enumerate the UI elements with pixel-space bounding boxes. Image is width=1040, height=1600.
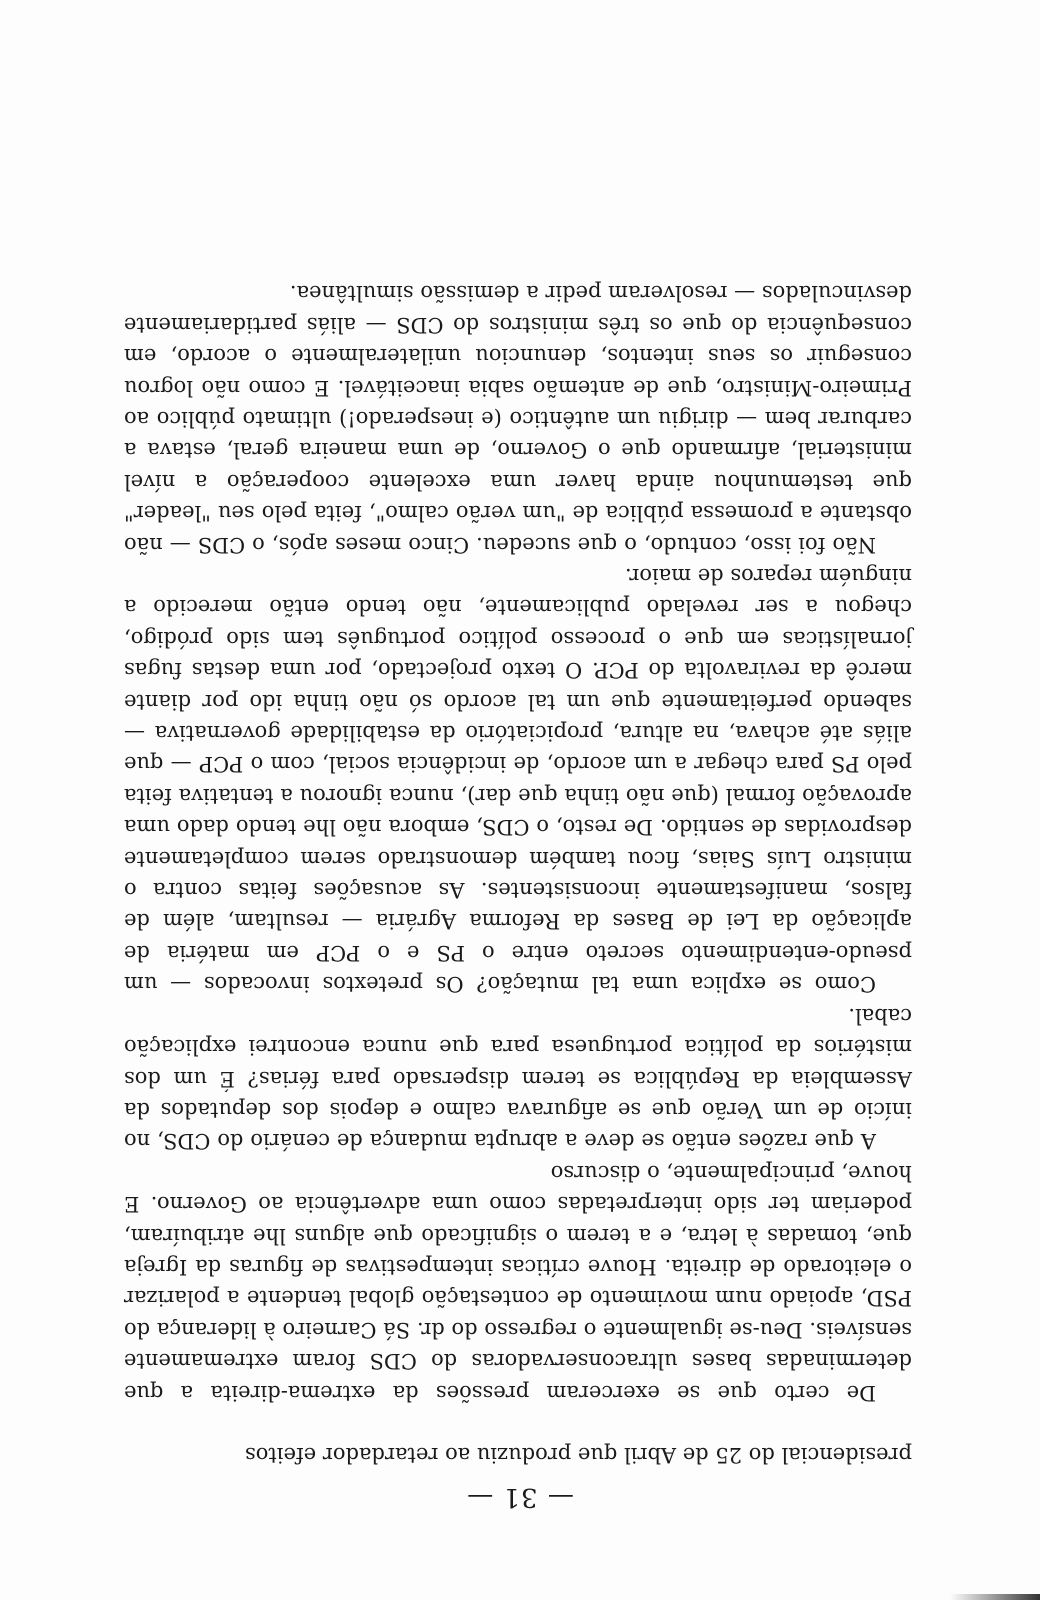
paragraph: A que razões então se deve a abrupta mudança de cenário do CDS, no início de um Verão que se afigurava calmo e depois dos deputados da Assembleia da República se terem dispersado para férias? É um dos mistérios da política portuguesa para que nunca encontrei explicação cabal.: [124, 1003, 912, 1154]
paragraph: Não foi isso, contudo, o que sucedeu. Cinco meses após, o CDS — não obstante a promessa pública de "um verão calmo", feita pelo seu "leader" que testemunhou ainda haver uma excelente cooperação a nível ministerial, afirmando que o Governo, de uma maneira geral, estava a carburar bem — dirigiu um autêntico (e inesperado!) ultimato público ao Primeiro-Ministro, que de antemão sabia inaceitável. E como não logrou conseguir os seus intentos, denunciou unilateralmente o acordo, em consequência do que os três ministros do CDS — aliás partidariamente desvinculados — resolveram pedir a demissão simultânea.: [124, 281, 912, 557]
body-text: [124, 277, 912, 1470]
page-number: — 31 —: [466, 1482, 574, 1512]
scan-artifact: [950, 1594, 1040, 1600]
paragraph: Como se explica uma tal mutação? Os pretextos invocados — um pseudo-entendimento secreto entre o PS e o PCP em matéria de aplicação da Lei de Bases da Reforma Agrária — resultam, além de falsos, manifestamente inconsistentes. As acusações feitas contra o ministro Luís Saias, ficou também demonstrado serem completamente desprovidas de sentido. De resto, o CDS, embora não lhe tendo dado uma aprovação formal (que não tinha que dar), nunca ignorou a tentativa feita pelo PS para chegar a um acordo, de incidência social, com o PCP — que aliás até achava, na altura, propiciatório da estabilidade governativa — sabendo perfeitamente que um tal acordo só não tinha ido por diante mercê da reviravolta do PCP. O texto projectado, por uma destas fugas jornalísticas em que o processo político português tem sido pródigo, chegou a ser revelado publicamente, não tendo então merecido a ninguém reparos de maior.: [124, 564, 912, 997]
paragraph: De certo que se exerceram pressões da extrema-direita a que determinadas bases ultraconservadoras do CDS foram extremamente sensíveis. Deu-se igualmente o regresso do dr. Sá Carneiro à liderança do PSD, apoiado num movimento de contestação global tendente a polarizar o eleitorado de direita. Houve críticas intempestivas de figuras da Igreja que, tomadas à letra, e a terem o significado que alguns lhe atribuíram, poderiam ter sido interpretadas como uma advertência ao Governo. E houve, principalmente, o discurso: [124, 1160, 912, 1405]
paragraph-continuation: presidencial do 25 de Abril que produziu ao retardador efeitos: [244, 1443, 912, 1467]
